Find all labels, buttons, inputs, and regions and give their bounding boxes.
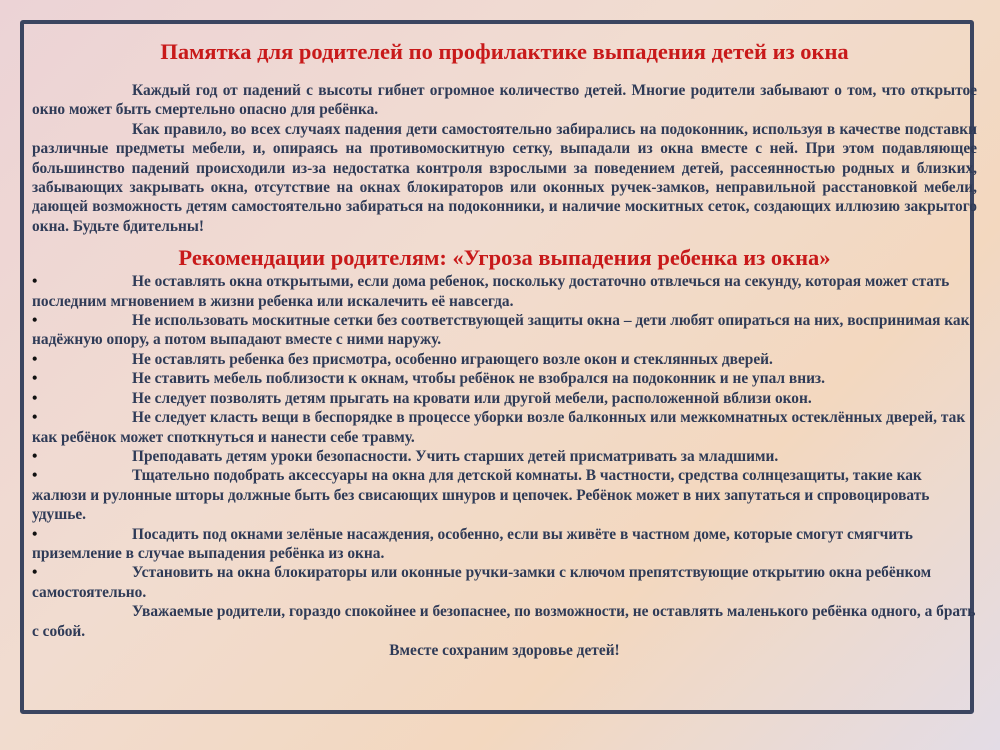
list-item	[32, 408, 977, 447]
bullet-icon: •	[32, 447, 38, 465]
memo-content	[32, 38, 977, 660]
bullet-icon: •	[32, 564, 38, 582]
bullet-icon: •	[32, 312, 38, 330]
bullet-icon: •	[32, 467, 38, 485]
list-item	[32, 369, 977, 388]
closing-line: Вместе сохраним здоровье детей!	[389, 641, 620, 659]
recommendations-list	[32, 272, 977, 602]
list-item-text: Не следует позволять детям прыгать на кровати или другой мебели, расположенной вблизи окон.	[132, 389, 812, 407]
list-item-text: Не ставить мебель поблизости к окнам, чтобы ребёнок не взобрался на подоконник и не упал вниз.	[132, 370, 825, 388]
page-title: Памятка для родителей по профилактике выпадения детей из окна	[160, 39, 849, 64]
list-item	[32, 447, 977, 466]
bullet-icon: •	[32, 370, 38, 388]
list-item	[32, 525, 977, 564]
bullet-icon: •	[32, 409, 38, 427]
list-item-text: Тщательно подобрать аксессуары на окна для детской комнаты. В частности, средства солнцезащиты, такие как жалюзи и рулонные шторы должные быть без свисающих шнуров и цепочек. Ребёнок может в них запутаться и спровоцировать удушье.	[32, 467, 930, 524]
closing-paragraph: Уважаемые родители, гораздо спокойнее и безопаснее, по возможности, не оставлять маленького ребёнка одного, а брать с собой.	[32, 603, 976, 640]
list-item-text: Преподавать детям уроки безопасности. Учить старших детей присматривать за младшими.	[132, 447, 779, 465]
intro-paragraph: Как правило, во всех случаях падения дети самостоятельно забирались на подоконник, используя в качестве подставки различные предметы мебели, и, опираясь на противомоскитную сетку, выпадали из окна вместе с ней. При этом подавляющее большинство падений происходили из-за недостатка контроля взрослыми за поведением детей, рассеянностью родных и близких, забывающих закрывать окна, отсутствие на окнах блокираторов или оконных ручек-замков, неправильной расстановкой мебели, дающей возможность детям самостоятельно забираться на подоконники, и наличие москитных сеток, создающих иллюзию закрытого окна. Будьте бдительны!	[32, 120, 977, 235]
list-item-text: Установить на окна блокираторы или оконные ручки-замки с ключом препятствующие открытию окна ребёнком самостоятельно.	[32, 564, 932, 601]
list-item	[32, 466, 977, 524]
list-item	[32, 350, 977, 369]
list-item	[32, 311, 977, 350]
list-item-text: Не следует класть вещи в беспорядке в процессе уборки возле балконных или межкомнатных остеклённых дверей, так как ребёнок может споткнуться и нанести себе травму.	[32, 409, 966, 446]
bullet-icon: •	[32, 525, 38, 543]
list-item	[32, 389, 977, 408]
bullet-icon: •	[32, 389, 38, 407]
list-item-text: Не оставлять окна открытыми, если дома ребенок, поскольку достаточно отвлечься на секунду, которая может стать последним мгновением в жизни ребенка или искалечить её навсегда.	[32, 273, 950, 310]
recommendations-title: Рекомендации родителям: «Угроза выпадения ребенка из окна»	[178, 245, 831, 271]
list-item-text: Не использовать москитные сетки без соответствующей защиты окна – дети любят опираться на них, воспринимая как надёжную опору, а потом выпадают вместе с ними наружу.	[32, 312, 970, 349]
list-item-text: Не оставлять ребенка без присмотра, особенно играющего возле окон и стеклянных дверей.	[132, 350, 773, 368]
list-item-text: Посадить под окнами зелёные насаждения, особенно, если вы живёте в частном доме, которые смогут смягчить приземление в случае выпадения ребёнка из окна.	[32, 525, 913, 562]
bullet-icon: •	[32, 350, 38, 368]
list-item	[32, 272, 977, 311]
list-item	[32, 563, 977, 602]
intro-paragraph: Каждый год от падений с высоты гибнет огромное количество детей. Многие родители забывают о том, что открытое окно может быть смертельно опасно для ребёнка.	[32, 82, 977, 119]
bullet-icon: •	[32, 273, 38, 291]
